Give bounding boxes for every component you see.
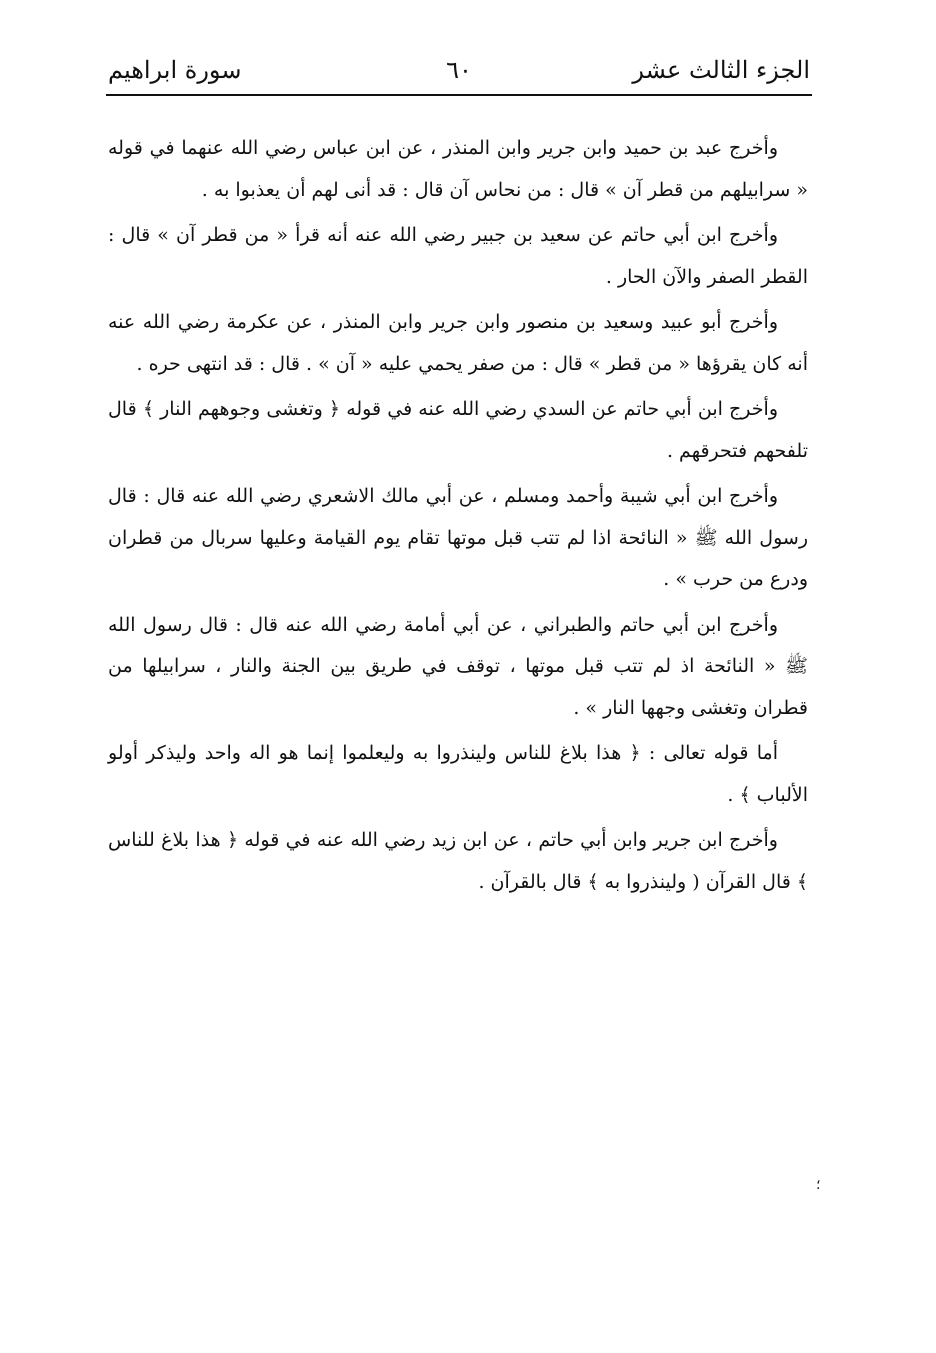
header-rule xyxy=(106,94,812,96)
paragraph: وأخرج ابن أبي شيبة وأحمد ومسلم ، عن أبي مالك الاشعري رضي الله عنه قال : قال رسول الله ﷺ « النائحة اذا لم تتب قبل موتها تقام يوم القيامة وعليها سربال من قطران ودرع من حرب » . xyxy=(108,485,808,590)
margin-mark: ؛ xyxy=(816,1177,821,1193)
paragraph: أما قوله تعالى : ﴿ هذا بلاغ للناس ولينذروا به وليعلموا إنما هو اله واحد وليذكر أولو الألباب ﴾ . xyxy=(108,742,808,806)
paragraph: وأخرج عبد بن حميد وابن جرير وابن المنذر ، عن ابن عباس رضي الله عنهما في قوله « سرابيلهم من قطر آن » قال : من نحاس آن قال : قد أنى لهم أن يعذبوا به . xyxy=(108,137,808,201)
part-title: الجزء الثالث عشر xyxy=(632,56,810,84)
page-body xyxy=(108,128,808,907)
paragraph: وأخرج ابن أبي حاتم عن السدي رضي الله عنه في قوله ﴿ وتغشى وجوههم النار ﴾ قال تلفحهم فتحرقهم . xyxy=(108,398,808,462)
paragraph: وأخرج ابن أبي حاتم والطبراني ، عن أبي أمامة رضي الله عنه قال : قال رسول الله ﷺ « النائحة اذ لم تتب قبل موتها ، توقف في طريق بين الجنة والنار ، سرابيلها من قطران وتغشى وجهها النار » . xyxy=(108,613,808,719)
paragraph: وأخرج ابن جرير وابن أبي حاتم ، عن ابن زيد رضي الله عنه في قوله ﴿ هذا بلاغ للناس ﴾ قال القرآن ( ولينذروا به ﴾ قال بالقرآن . xyxy=(108,829,808,893)
paragraph: وأخرج ابن أبي حاتم عن سعيد بن جبير رضي الله عنه أنه قرأ « من قطر آن » قال : القطر الصفر والآن الحار . xyxy=(108,224,808,288)
paragraph: وأخرج أبو عبيد وسعيد بن منصور وابن جرير وابن المنذر ، عن عكرمة رضي الله عنه أنه كان يقرؤها « من قطر » قال : من صفر يحمي عليه « آن » . قال : قد انتهى حره . xyxy=(108,311,808,375)
page-number: ٦٠ xyxy=(446,56,472,84)
surah-title: سورة ابراهيم xyxy=(108,56,242,84)
page-header xyxy=(108,52,810,92)
